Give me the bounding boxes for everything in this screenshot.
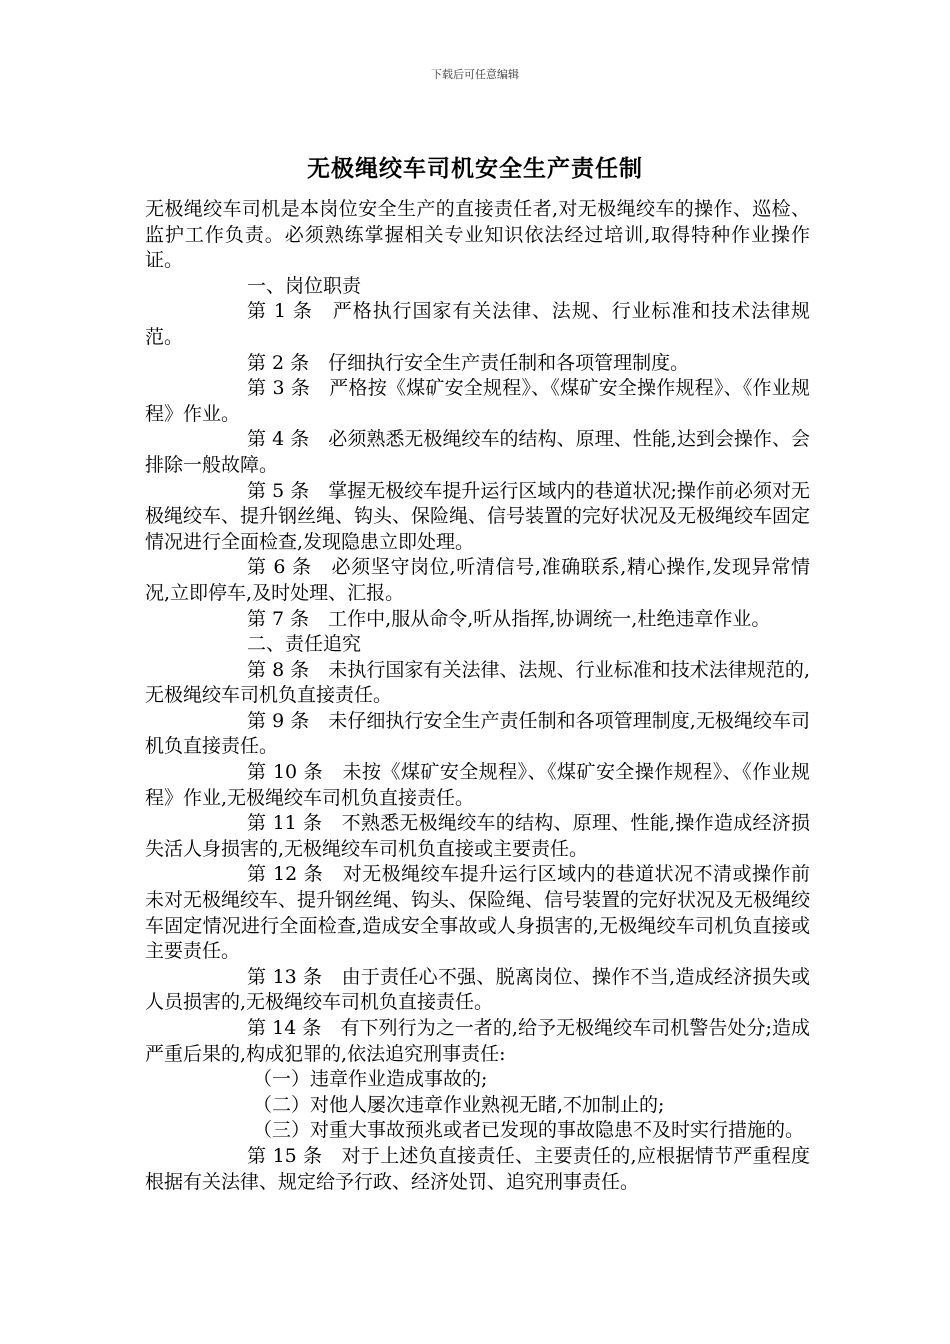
paragraph: 第 14 条 有下列行为之一者的,给予无极绳绞车司机警告处分;造成严重后果的,构成犯罪的,依法追究刑事责任:: [145, 1017, 810, 1065]
paragraph: 第 15 条 对于上述负直接责任、主要责任的,应根据情节严重程度根据有关法律、规定给予行政、经济处罚、追究刑事责任。: [145, 1144, 810, 1193]
paragraph: 第 1 条 严格执行国家有关法律、法规、行业标准和技术法律规范。: [145, 300, 810, 348]
document-title: 无极绳绞车司机安全生产责任制: [307, 155, 643, 182]
paragraph: （二）对他人屡次违章作业熟视无睹,不加制止的;: [253, 1093, 665, 1116]
header-note: 下载后可任意编辑: [431, 68, 519, 81]
paragraph: 第 12 条 对无极绳绞车提升运行区域内的巷道状况不清或操作前未对无极绳绞车、提升钢丝绳、钩头、保险绳、信号装置的完好状况及无极绳绞车固定情况进行全面检查,造成安全事故或人身损害的,无极绳绞车司机负直接或主要责任。: [145, 863, 811, 963]
paragraph: 第 10 条 未按《煤矿安全规程》、《煤矿安全操作规程》、《作业规程》作业,无极绳绞车司机负直接责任。: [145, 761, 810, 809]
paragraph: （一）违章作业造成事故的;: [253, 1068, 488, 1091]
paragraph: 无极绳绞车司机是本岗位安全生产的直接责任者,对无极绳绞车的操作、巡检、监护工作负责。必须熟练掌握相关专业知识依法经过培训,取得特种作业操作证。: [145, 198, 810, 272]
paragraph: 第 11 条 不熟悉无极绳绞车的结构、原理、性能,操作造成经济损失活人身损害的,无极绳绞车司机负直接或主要责任。: [145, 812, 810, 860]
paragraph: 第 8 条 未执行国家有关法律、法规、行业标准和技术法律规范的,无极绳绞车司机负直接责任。: [145, 658, 810, 707]
paragraph: 一、岗位职责: [247, 274, 362, 297]
document-body: [145, 197, 810, 1195]
paragraph: 第 5 条 掌握无极绞车提升运行区域内的巷道状况;操作前必须对无极绳绞车、提升钢丝绳、钩头、保险绳、信号装置的完好状况及无极绳绞车固定情况进行全面检查,发现隐患立即处理。: [145, 479, 811, 553]
paragraph: 第 4 条 必须熟悉无极绳绞车的结构、原理、性能,达到会操作、会排除一般故障。: [145, 428, 810, 476]
paragraph: 第 3 条 严格按《煤矿安全规程》、《煤矿安全操作规程》、《作业规程》作业。: [145, 377, 810, 425]
paragraph: 二、责任追究: [247, 633, 362, 656]
paragraph: 第 6 条 必须坚守岗位,听清信号,准确联系,精心操作,发现异常情况,立即停车,及时处理、汇报。: [145, 556, 810, 604]
paragraph: 第 2 条 仔细执行安全生产责任制和各项管理制度。: [247, 351, 690, 374]
paragraph: 第 9 条 未仔细执行安全生产责任制和各项管理制度,无极绳绞车司机负直接责任。: [145, 709, 810, 758]
paragraph: 第 7 条 工作中,服从命令,听从指挥,协调统一,杜绝违章作业。: [247, 607, 771, 630]
paragraph: 第 13 条 由于责任心不强、脱离岗位、操作不当,造成经济损失或人员损害的,无极绳绞车司机负直接责任。: [145, 965, 810, 1014]
paragraph: （三）对重大事故预兆或者已发现的事故隐患不及时实行措施的。: [253, 1119, 805, 1142]
